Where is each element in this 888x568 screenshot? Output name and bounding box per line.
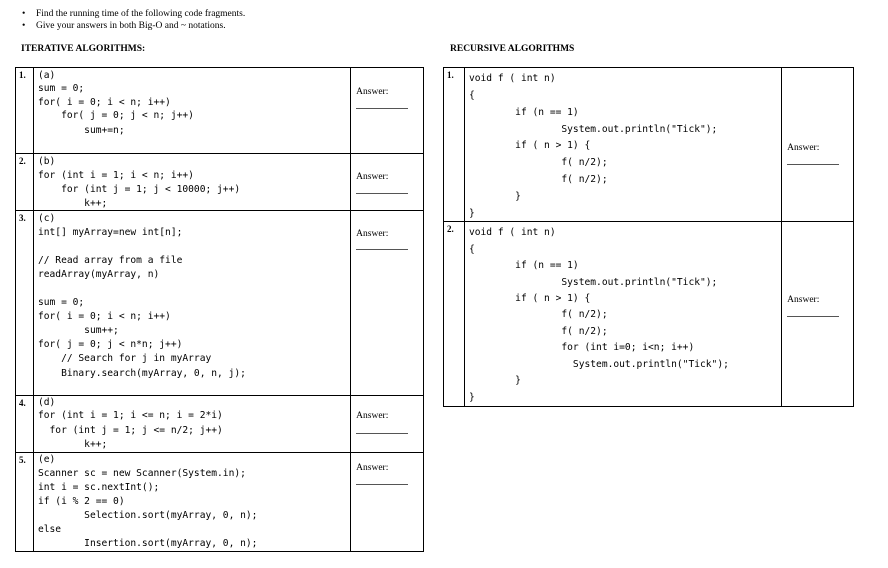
problem-number: 1. bbox=[444, 68, 465, 222]
table-row bbox=[444, 68, 854, 222]
code-cell bbox=[33, 154, 350, 211]
answer-line[interactable] bbox=[787, 164, 839, 165]
code-line: for (int j = 1; j < 10000; j++) bbox=[37, 184, 241, 195]
code-line: (e) bbox=[37, 454, 56, 465]
problem-number: 5. bbox=[16, 453, 34, 552]
answer-label: Answer: bbox=[356, 229, 389, 239]
code-line: k++; bbox=[37, 198, 108, 209]
answer-cell bbox=[351, 68, 424, 154]
code-line: } bbox=[468, 208, 475, 219]
code-line: System.out.println("Tick"); bbox=[468, 124, 718, 135]
problem-number: 2. bbox=[16, 154, 34, 211]
code-line: for (int i = 1; i <= n; i = 2*i) bbox=[37, 410, 223, 421]
code-line: (d) bbox=[37, 397, 56, 408]
code-line: Insertion.sort(myArray, 0, n); bbox=[37, 538, 258, 549]
code-line: f( n/2); bbox=[468, 157, 608, 168]
code-line: } bbox=[468, 392, 475, 403]
recursive-heading: RECURSIVE ALGORITHMS bbox=[450, 44, 575, 54]
answer-line[interactable] bbox=[356, 433, 408, 434]
code-line: f( n/2); bbox=[468, 326, 608, 337]
code-line: for (int i = 1; i < n; i++) bbox=[37, 170, 194, 181]
code-line: (a) bbox=[37, 70, 56, 81]
answer-cell bbox=[351, 396, 424, 453]
code-line: if (n == 1) bbox=[468, 107, 579, 118]
instructions bbox=[22, 8, 245, 32]
code-line: int i = sc.nextInt(); bbox=[37, 482, 160, 493]
answer-cell bbox=[351, 453, 424, 552]
iterative-table bbox=[15, 67, 424, 552]
problem-number: 2. bbox=[444, 222, 465, 407]
code-line: if ( n > 1) { bbox=[468, 293, 591, 304]
code-line: readArray(myArray, n) bbox=[37, 269, 160, 280]
table-row bbox=[16, 211, 424, 396]
code-line: } bbox=[468, 375, 521, 386]
code-cell bbox=[33, 68, 350, 154]
answer-label: Answer: bbox=[356, 411, 389, 421]
code-line: sum = 0; bbox=[37, 297, 85, 308]
code-line: for (int i=0; i<n; i++) bbox=[468, 342, 695, 353]
code-line: f( n/2); bbox=[468, 309, 608, 320]
code-line: f( n/2); bbox=[468, 174, 608, 185]
recursive-table bbox=[443, 67, 854, 407]
answer-cell bbox=[351, 154, 424, 211]
instruction-1: • Find the running time of the following code fragments. bbox=[22, 8, 245, 20]
code-cell bbox=[33, 211, 350, 396]
code-line: for (int j = 1; j <= n/2; j++) bbox=[37, 425, 223, 436]
answer-label: Answer: bbox=[787, 143, 820, 153]
table-row bbox=[444, 222, 854, 407]
code-line: if (n == 1) bbox=[468, 260, 579, 271]
answer-cell bbox=[782, 68, 854, 222]
code-cell bbox=[33, 453, 350, 552]
code-line: // Search for j in myArray bbox=[37, 353, 212, 364]
code-line: for( j = 0; j < n; j++) bbox=[37, 110, 194, 121]
code-line: sum+=n; bbox=[37, 125, 125, 136]
code-line: { bbox=[468, 90, 475, 101]
answer-line[interactable] bbox=[356, 108, 408, 109]
code-line: System.out.println("Tick"); bbox=[468, 359, 729, 370]
answer-line[interactable] bbox=[787, 316, 839, 317]
code-line: void f ( int n) bbox=[468, 73, 556, 84]
code-line: } bbox=[468, 191, 521, 202]
code-line: int[] myArray=new int[n]; bbox=[37, 227, 183, 238]
answer-label: Answer: bbox=[356, 87, 389, 97]
code-line: (b) bbox=[37, 156, 56, 167]
code-line: if ( n > 1) { bbox=[468, 140, 591, 151]
table-row bbox=[16, 154, 424, 211]
code-line: else bbox=[37, 524, 62, 535]
code-line: sum++; bbox=[37, 325, 119, 336]
code-line: Binary.search(myArray, 0, n, j); bbox=[37, 368, 246, 379]
answer-label: Answer: bbox=[787, 295, 820, 305]
code-line: { bbox=[468, 244, 475, 255]
code-line: // Read array from a file bbox=[37, 255, 183, 266]
instruction-2: • Give your answers in both Big-O and ~ notations. bbox=[22, 20, 245, 32]
code-line: Selection.sort(myArray, 0, n); bbox=[37, 510, 258, 521]
answer-cell bbox=[782, 222, 854, 407]
answer-cell bbox=[351, 211, 424, 396]
code-cell bbox=[464, 68, 781, 222]
answer-line[interactable] bbox=[356, 193, 408, 194]
problem-number: 1. bbox=[16, 68, 34, 154]
code-line: k++; bbox=[37, 439, 108, 450]
code-line: if (i % 2 == 0) bbox=[37, 496, 125, 507]
code-cell bbox=[33, 396, 350, 453]
code-line: for( j = 0; j < n*n; j++) bbox=[37, 339, 183, 350]
table-row bbox=[16, 68, 424, 154]
answer-label: Answer: bbox=[356, 172, 389, 182]
code-line: for( i = 0; i < n; i++) bbox=[37, 311, 171, 322]
code-line: System.out.println("Tick"); bbox=[468, 277, 718, 288]
table-row bbox=[16, 453, 424, 552]
code-line: (c) bbox=[37, 213, 56, 224]
problem-number: 4. bbox=[16, 396, 34, 453]
answer-line[interactable] bbox=[356, 249, 408, 250]
table-row bbox=[16, 396, 424, 453]
code-line: void f ( int n) bbox=[468, 227, 556, 238]
iterative-heading: ITERATIVE ALGORITHMS: bbox=[21, 44, 146, 54]
answer-label: Answer: bbox=[356, 463, 389, 473]
problem-number: 3. bbox=[16, 211, 34, 396]
code-line: Scanner sc = new Scanner(System.in); bbox=[37, 468, 246, 479]
code-cell bbox=[464, 222, 781, 407]
code-line: sum = 0; bbox=[37, 83, 85, 94]
answer-line[interactable] bbox=[356, 484, 408, 485]
code-line: for( i = 0; i < n; i++) bbox=[37, 97, 171, 108]
